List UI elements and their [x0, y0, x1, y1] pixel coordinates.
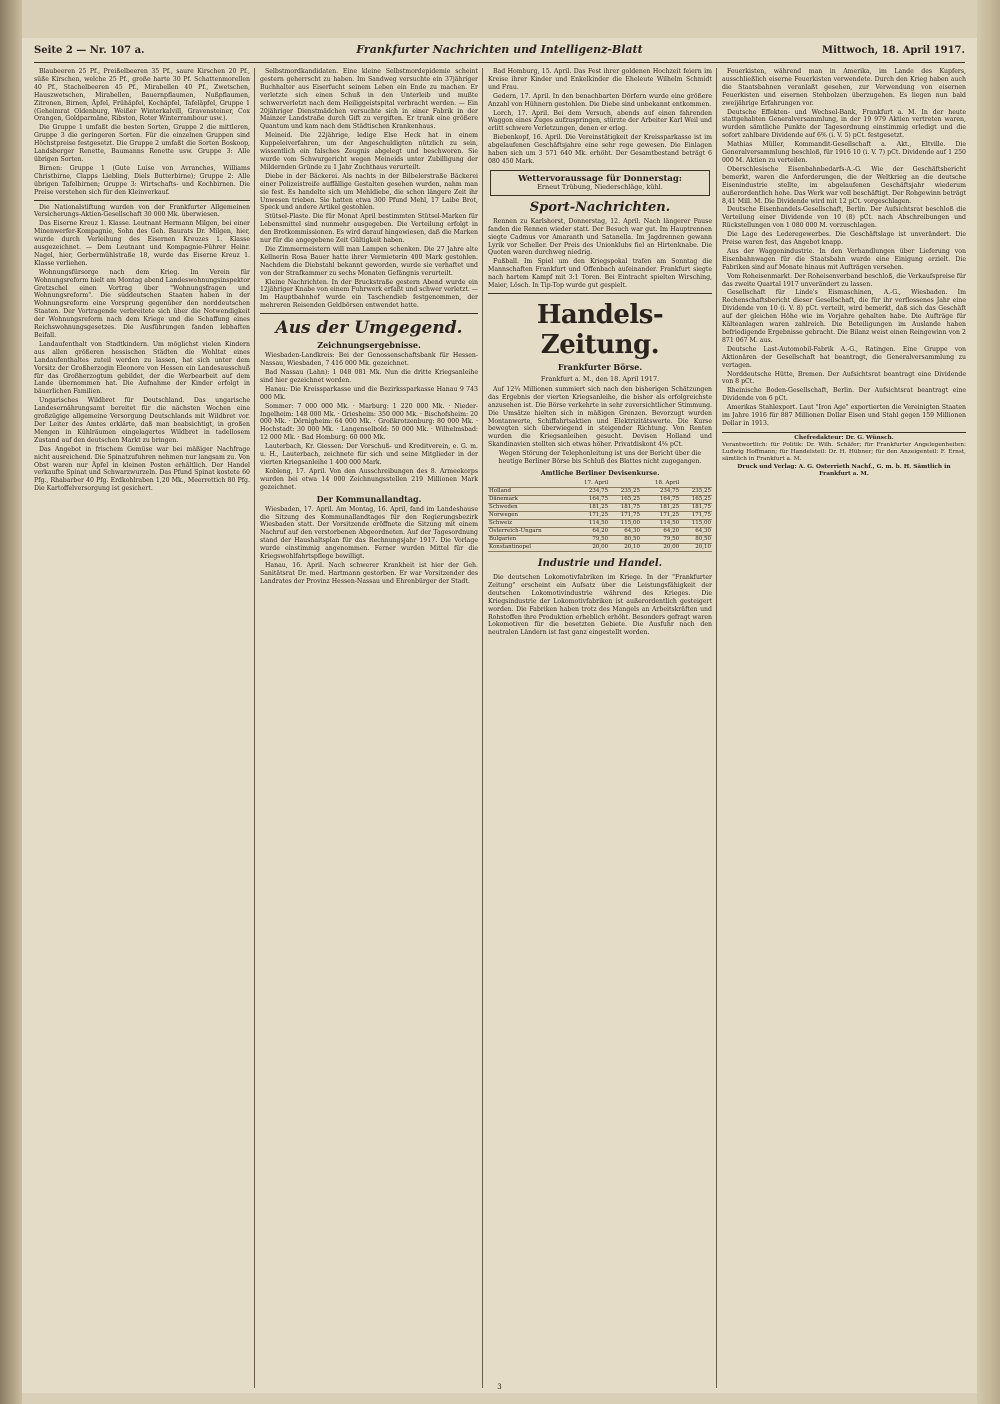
section-heading: Aus der Umgegend. — [275, 318, 463, 339]
newspaper-page — [22, 38, 977, 1393]
table-cell: Holland — [488, 488, 570, 496]
article-text: Deutsche Eisenhandels-Gesellschaft, Berlin. Der Aufsichtsrat beschloß die Verteilung einer Dividende von 10 (8) pCt. nach Abschreibungen und Rückstellungen von 1 080 000 M. vorzuschlagen. — [722, 206, 966, 230]
column-1 — [34, 68, 250, 1393]
article-text: Gedern, 17. April. In den benachbarten Dörfern wurde eine größere Anzahl von Hühnern gestohlen. Die Diebe sind unbekannt entkommen. — [488, 92, 712, 108]
divider — [488, 293, 712, 294]
article-text: Wiesbaden, 17. April. Am Montag, 16. April, fand im Landeshause die Sitzung des Kommunallandtages für den Regierungsbezirk Wiesbaden statt. Der Vorsitzende eröffnete die Sitzung mit einem Nachruf auf den verstorbenen Abgeordneten. Auf der Tagesordnung stand der Haushaltsplan für das Rechnungsjahr 1917. Die Vorlage wurde einstimmig angenommen. Ferner wurden Mittel für die Kriegswohlfahrtspflege bewilligt. — [260, 505, 478, 561]
table-cell: Norwegen — [488, 512, 570, 520]
column-rule — [716, 68, 717, 1388]
article-text: Deutsche Effekten- und Wechsel-Bank, Frankfurt a. M. In der heute stattgehabten Generalversammlung, in der 19 979 Aktien vertreten waren, wurden sämtliche Punkte der Tagesordnung einstimmig erledigt und die sofort zahlbare Dividende auf 6% (i. V. 5) pCt. festgesetzt. — [722, 108, 966, 140]
table-cell: 235,25 — [609, 488, 641, 496]
table-header-cell: 18. April — [641, 480, 680, 488]
article-text: Auf 12¾ Millionen summiert sich nach den bisherigen Schätzungen das Ergebnis der vierten Kriegsanleihe, die bisher als erfolgreichste anzusehen ist. Die Börse verkehrte in sehr zuversichtlicher Stimmung. Die Umsätze hielten sich in mäßigen Grenzen. Bevorzugt wurden Montanwerte, Schiffahrtsaktien und Elektrizitätswerte. Die Kurse bewegten sich überwiegend in steigender Richtung. Von Renten wurden die Kriegsanleihen gesucht. Devisen Holland und Skandinavien stellten sich etwas höher. Privatdiskont 4⅝ pCt. — [488, 385, 712, 449]
table-cell: 115,00 — [609, 520, 641, 528]
table-cell: 20,10 — [609, 544, 641, 552]
article-text: Kleine Nachrichten. In der Bruckstraße gestern Abend wurde ein 12jähriger Knabe von einem Fuhrwerk erfaßt und schwer verletzt. — Im Hauptbahnhof wurde ein Taschendieb festgenommen, der mehreren Reisenden Geldbörsen entwendet hatte. — [260, 278, 478, 310]
weather-forecast: Erneut Trübung, Niederschläge, kühl. — [537, 182, 663, 191]
article-text: Rennen zu Karlshorst, Donnerstag, 12. April. Nach längerer Pause fanden die Rennen wieder statt. Der Besuch war gut. Im Hauptrennen siegte Cadmus vor Amaranth und Satanella. Im Jagdrennen gewann Lyrik vor Scheller. Der Preis des Unionklubs fiel an Hirtenknabe. Die Quoten waren durchweg niedrig. — [488, 217, 712, 257]
page-edge — [977, 0, 1000, 1404]
page-header — [34, 42, 965, 63]
article-text: Meineid. Die 22jährige, ledige Else Heck hat in einem Kuppeleiverfahren, um der Angeschuldigten nützlich zu sein, wissentlich ein falsches Zeugnis abgelegt und beschworen. Sie wurde vom Schwurgericht wegen Meineids unter Zubilligung der Mildernden Gründe zu 1 Jahr Zuchthaus verurteilt. — [260, 132, 478, 171]
article-text: Biebenkopf, 16. April. Die Vereinstätigkeit der Kreissparkasse ist im abgelaufenen Geschäftsjahre eine sehr rege gewesen. Die Einlagen haben sich um 3 571 640 Mk. erhöht. Der Gesamtbestand beträgt 6 080 450 Mark. — [488, 134, 712, 165]
table-cell: 171,25 — [641, 512, 680, 520]
article-text: Die deutschen Lokomotivfabriken im Kriege. In der "Frankfurter Zeitung" erscheint ein Aufsatz über die Leistungsfähigkeit der deutschen Lokomotivindustrie während des Krieges. Die Kriegsindustrie der Lokomotivfabriken ist außerordentlich gesteigert worden. Die Fabriken haben trotz des Mangels an Arbeitskräften und Rohstoffen ihre Produktion erheblich erhöht. Besonders gefragt waren Lokomotiven für die besetzten Gebiete. Die Ausfuhr nach den neutralen Ländern ist fast ganz eingestellt worden. — [488, 574, 712, 637]
divider — [260, 313, 478, 314]
article-text: Das Eiserne Kreuz 1. Klasse. Leutnant Hermann Milgen, bei einer Minenwerfer-Kompagnie, Sohn des Geh. Baurats Dr. Milgen, hier, wurde durch Verleihung des Eisernen Kreuzes 1. Klasse ausgezeichnet. — Dem Leutnant und Kompagnie-Führer Heinr. Nagel, hier, Gerbermühlstraße 18, wurde das Eiserne Kreuz 1. Klasse verliehen. — [34, 220, 250, 267]
table-cell: 80,50 — [609, 536, 641, 544]
table-cell: 114,50 — [570, 520, 609, 528]
table-cell: 171,75 — [680, 512, 712, 520]
article-text: Kobleng, 17. April. Von den Ausschreibungen des 8. Armeekorps wurden bei etwa 14 000 Zeichnungsstellen 219 Millionen Mark gezeichnet. — [260, 467, 478, 491]
table-cell: 165,25 — [680, 496, 712, 504]
table-header-cell — [609, 480, 641, 488]
article-text: Bad Nassau (Lahn): 1 048 081 Mk. Nun die dritte Kriegsanleihe sind hier gezeichnet worden. — [260, 369, 478, 384]
article-text: Wegen Störung der Telephonleitung ist uns der Bericht über die heutige Berliner Börse bis Schluß des Blattes nicht zugegangen. — [498, 450, 702, 466]
table-row — [488, 536, 712, 544]
article-text: Wiesbaden-Landkreis: Bei der Genossenschaftsbank für Hessen-Nassau, Wiesbaden, 7 416 000 Mk. gezeichnet. — [260, 352, 478, 368]
table-cell: Dänemark — [488, 496, 570, 504]
table-row — [488, 496, 712, 504]
column-rule — [254, 68, 255, 1388]
table-cell: 164,75 — [641, 496, 680, 504]
article-text: Fußball. Im Spiel um den Kriegspokal trafen am Sonntag die Mannschaften Frankfurt und Offenbach aufeinander. Frankfurt siegte nach hartem Kampf mit 3:1 Toren. Bei Eintracht spielten Wirsching, Maier, Lösch. In Tip-Top wurde gut gespielt. — [488, 258, 712, 290]
article-text: Hanau, 16. April. Nach schwerer Krankheit ist hier der Geh. Sanitätsrat Dr. med. Hartmann gestorben. Er war Vorsitzender des Landrates der Provinz Hessen-Nassau und Ehrenbürger der Stadt. — [260, 561, 478, 585]
imprint-heading: Chefredakteur: Dr. G. Wünsch. — [794, 434, 894, 441]
header-date: Mittwoch, 18. April 1917. — [822, 45, 965, 56]
table-cell: 64,20 — [570, 528, 609, 536]
subheading: Der Kommunallandtag. — [316, 493, 422, 504]
handels-zeitung-heading: Handels-Zeitung. — [536, 299, 664, 360]
section-heading: Sport-Nachrichten. — [529, 199, 671, 215]
table-cell: Österreich-Ungarn — [488, 528, 570, 536]
subheading: Zeichnungsergebnisse. — [317, 340, 421, 351]
article-text: Bad Homburg, 15. April. Das Fest ihrer goldenen Hochzeit feiern im Kreise ihrer Kinder und Enkelkinder die Eheleute Wilhelm Schmidt und Frau. — [488, 68, 712, 91]
weather-title: Wettervoraussage für Donnerstag: — [517, 173, 683, 184]
table-header-cell — [680, 480, 712, 488]
section-heading: Industrie und Handel. — [537, 558, 663, 569]
table-cell: 80,50 — [680, 536, 712, 544]
table-cell: 171,25 — [570, 512, 609, 520]
article-text: Deutsche Last-Automobil-Fabrik A.-G., Ratingen. Eine Gruppe von Aktionären der Gesellschaft hat beantragt, die Generalversammlung zu vertagen. — [722, 345, 966, 369]
table-row — [488, 520, 712, 528]
table-cell: 171,75 — [609, 512, 641, 520]
article-text: Mathias Müller, Kommandit-Gesellschaft a. Akt., Eltville. Die Generalversammlung beschloß, für 1916 10 (i. V. 7) pCt. Dividende auf 1 250 000 M. Aktien zu verteilen. — [722, 141, 966, 164]
article-text: Lauterbach, Kr. Giessen: Der Vorschuß- und Kreditverein, e. G. m. u. H., Lauterbach, zeichnete für sich und seine Mitglieder in der vierten Kriegsanleihe 1 400 000 Mark. — [260, 443, 478, 466]
table-cell: 234,75 — [570, 488, 609, 496]
table-cell: 181,25 — [641, 504, 680, 512]
table-cell: Bulgarien — [488, 536, 570, 544]
header-page-info: Seite 2 — Nr. 107 a. — [34, 45, 145, 56]
imprint-text: Verantwortlich: für Politik: Dr. Wilh. Schäfer; für Frankfurter Angelegenheiten: Ludwig Hoffmann; für Handelsteil: Dr. H. Hübner; für den Anzeigenteil: F. Ernst, sämtlich in Frankfurt a. M. — [722, 442, 966, 463]
header-masthead: Frankfurter Nachrichten und Intelligenz-Blatt — [356, 43, 643, 56]
table-title: Amtliche Berliner Devisenkurse. — [540, 469, 660, 477]
table-cell: 64,20 — [641, 528, 680, 536]
table-cell: 64,30 — [680, 528, 712, 536]
article-text: Birnen: Gruppe 1 (Gute Luise von Avranches, Williams Christbirne, Clapps Liebling, Diels Butterbirne); Gruppe 2: Alle übrigen Tafelbirnen; Gruppe 3: Wirtschafts- und Kochbirnen. Die Preise verstehen sich für den Kleinverkauf. — [34, 164, 250, 196]
article-text: Vom Roheisenmarkt. Der Roheisenverband beschloß, die Verkaufspreise für das zweite Quartal 1917 unverändert zu lassen. — [722, 272, 966, 288]
imprint-publisher: Druck und Verlag: A. G. Osterrieth Nachf., G. m. b. H. Sämtlich in Frankfurt a. M. — [737, 463, 951, 477]
table-cell: 164,75 — [570, 496, 609, 504]
article-text: Norddeutsche Hütte, Bremen. Der Aufsichtsrat beantragt eine Dividende von 8 pCt. — [722, 370, 966, 386]
subheading: Frankfurter Börse. — [557, 361, 643, 372]
table-cell: 181,75 — [609, 504, 641, 512]
table-cell: Schweden — [488, 504, 570, 512]
table-cell: 64,30 — [609, 528, 641, 536]
table-cell: 20,00 — [641, 544, 680, 552]
table-row — [488, 504, 712, 512]
article-text: Feuerkisten, während man in Amerika, im Lande des Kupfers, ausschließlich eiserne Feuerkisten verwendete. Durch den Krieg haben auch die Staatsbahnen veranlaßt gesehen, zur Verwendung von eisernen Feuerkisten und eisernen Stehbolzen überzugehen. Es liegen nun bald zweijährige Erfahrungen vor. — [722, 68, 966, 107]
table-cell: 234,75 — [641, 488, 680, 496]
article-text: Hanau: Die Kreissparkasse und die Bezirkssparkasse Hanau 9 743 000 Mk. — [260, 385, 478, 401]
book-spine — [0, 0, 22, 1404]
table-cell: 20,00 — [570, 544, 609, 552]
column-rule — [482, 68, 483, 1388]
table-cell: 79,50 — [570, 536, 609, 544]
article-text: Die Zimmermeistern will man Lampen schenken. Die 27 Jahre alte Kellnerin Rosa Bauer hatte ihrer Vermieterin 400 Mark gestohlen. Nachdem die Diebstahl bekannt geworden, wurde sie verhaftet und von der Strafkammer zu sechs Monaten Gefängnis verurteilt. — [260, 245, 478, 277]
table-cell: 181,25 — [570, 504, 609, 512]
article-text: Amerikas Stahlexport. Laut "Iron Age" exportierten die Vereinigten Staaten im Jahre 1916 für 887 Millionen Dollar Eisen und Stahl gegen 159 Millionen Dollar in 1913. — [722, 404, 966, 427]
article-text: Stütsel-Plaste. Die für Monat April bestimmten Stütsel-Marken für Lebensmittel sind nunmehr ausgegeben. Die Verteilung erfolgt in den Brotkommissionen. Es wird darauf hingewiesen, daß die Marken nur für die angegebene Zeit Gültigkeit haben. — [260, 213, 478, 245]
page-number: 3 — [497, 1383, 502, 1391]
table-header-cell: 17. April — [570, 480, 609, 488]
column-3 — [488, 68, 712, 1393]
weather-box — [490, 170, 710, 196]
article-text: Sommer: 7 000 000 Mk. · Marburg: 1 220 000 Mk. · Nieder-Ingelheim: 148 000 Mk. · Griesheim: 350 000 Mk. · Bischofsheim: 20 000 Mk. · Dörnigheim: 64 000 Mk. · Großkrotzenburg: 80 000 Mk. · Hochstadt: 30 000 Mk. · Langenselbold: 50 000 Mk. · Wilhelmsbad: 12 000 Mk. · Bad Homburg: 60 000 Mk. — [260, 402, 478, 442]
column-2 — [260, 68, 478, 1393]
article-text: Die Nationalstiftung wurden von der Frankfurter Allgemeinen Versicherungs-Aktien-Gesellschaft 30 000 Mk. überwiesen. — [34, 203, 250, 219]
table-cell: 165,25 — [609, 496, 641, 504]
article-text: Rheinische Boden-Gesellschaft, Berlin. Der Aufsichtsrat beantragt eine Dividende von 6 pCt. — [722, 387, 966, 403]
article-text: Ungarisches Wildbret für Deutschland. Das ungarische Landesernährungsamt bereitet für die nächsten Wochen eine großzügige allgemeine Versorgung Deutschlands mit Wildbret vor. Der Leiter des Amtes erklärte, daß man beabsichtigt, in großen Mengen in Kühlräumen eingelagertes Wildbret in tadellosem Zustand auf den deutschen Markt zu bringen. — [34, 397, 250, 444]
table-cell: 115,00 — [680, 520, 712, 528]
article-text: Landaufenthalt von Stadtkindern. Um möglichst vielen Kindern aus allen größeren hessischen Städten die Wohltat eines Landaufenthaltes zuteil werden zu lassen, hat sich unter dem Vorsitz der Großherzogin Eleonore von Hessen ein Landesausschuß für das Großherzogtum gebildet, der die Werbearbeit auf dem Lande übernommen hat. Die Aufnahme der Kinder erfolgt in bäuerlichen Familien. — [34, 340, 250, 396]
divider — [34, 200, 250, 201]
table-row — [488, 488, 712, 496]
table-header-row — [488, 480, 712, 488]
table-row — [488, 528, 712, 536]
article-text: Oberschlesische Eisenbahnbedarfs-A.-G. Wie der Geschäftsbericht bemerkt, waren die Anforderungen, die der Weltkrieg an die deutsche Eisenindustrie stellte, im abgelaufenen Geschäftsjahr wiederum außerordentlich hohe. Das Werk war voll beschäftigt. Der Rohgewinn beträgt 8,41 Mill. M. Die Dividende wird mit 12 pCt. vorgeschlagen. — [722, 165, 966, 205]
article-text: Gesellschaft für Linde's Eismaschinen, A.-G., Wiesbaden. Im Rechenschaftsbericht dieser Gesellschaft, die für ihr verflossenes Jahr eine Dividende von 10 (i. V. 8) pCt. verteilt, wird bemerkt, daß sich das Geschäft auf der gleichen Höhe wie im Vorjahre gehalten habe. Die Aufträge für Kälteanlagen waren zahlreich. Die Beteiligungen im Auslande haben befriedigende Ergebnisse gebracht. Die Bilanz weist einen Reingewinn von 2 871 067 M. aus. — [722, 289, 966, 344]
column-4 — [722, 68, 966, 1393]
table-cell: 235,25 — [680, 488, 712, 496]
currency-table — [488, 480, 712, 552]
imprint — [722, 432, 966, 478]
table-cell: 114,50 — [641, 520, 680, 528]
dateline: Frankfurt a. M., den 18. April 1917. — [540, 374, 660, 383]
table-cell: Schweiz — [488, 520, 570, 528]
article-text: Wohnungsfürsorge nach dem Krieg. Im Verein für Wohnungsreform hielt am Montag abend Landeswohnungsinspektor Gretzschel einen Vortrag über "Wohnungsfragen und Wohnungsreform". Die süddeutschen Staaten haben in der Wohnungsreform eine Vorsprung gegenüber den norddeutschen Staaten. Der Vortragende verbreitete sich über die Notwendigkeit der Wohnungsreform nach dem Kriege und die Schaffung eines Reichswohnungsgesetzes. Die Ausführungen fanden lebhaften Beifall. — [34, 268, 250, 339]
article-text: Die Gruppe 1 umfaßt die besten Sorten, Gruppe 2 die mittleren, Gruppe 3 die geringeren Sorten. Für die einzelnen Gruppen sind Höchstpreise festgesetzt. Die Gruppe 2 umfaßt die Sorten Boskoop, Landsberger Renette, Baumanns Renette usw. Gruppe 3: Alle übrigen Sorten. — [34, 124, 250, 163]
article-text: Aus der Waggonindustrie. In den Verhandlungen über Lieferung von Eisenbahnwagen für die Staatsbahn wurde eine Einigung erzielt. Die Fabriken sind auf Monate hinaus mit Aufträgen versehen. — [722, 247, 966, 271]
article-text: Lorch, 17. April. Bei dem Versuch, abends auf einen fahrenden Waggon eines Zuges aufzuspringen, stürzte der Arbeiter Karl Weil und erlitt schwere Verletzungen, denen er erlag. — [488, 109, 712, 133]
table-cell: 181,75 — [680, 504, 712, 512]
article-text: Selbstmordkandidaten. Eine kleine Selbstmordepidemie scheint gestern geherrscht zu haben. Im Sandweg versuchte ein 37jähriger Buchhalter aus Eiserfucht seinem Leben ein Ende zu machen. Er verletzte sich einen Schuß in den Unterleib und mußte schwerverletzt nach dem Heiliggeistspital verbracht werden. — Ein 20jähriger Dienstmädchen versuchte sich in einer Fabrik in der Mainzer Landstraße durch Gift zu vergiften. Er trank eine größere Quantum und kam nach dem Städtischen Krankenhaus. — [260, 68, 478, 131]
table-cell: 79,50 — [641, 536, 680, 544]
table-cell: 20,10 — [680, 544, 712, 552]
article-text: Diebe in der Bäckerei. Als nachts in der Bilbelerstraße Bäckerei einer Polizeistreife auffällige Gestalten gesehen wurden, nahm man sie fest. Es handelte sich um Mehldiebe, die schon längere Zeit ihr Unwesen trieben. Sie hatten etwa 300 Pfund Mehl, 17 Laibe Brot, Speck und andere Artikel gestohlen. — [260, 172, 478, 212]
article-text: Die Lage des Lederegewerbes. Die Geschäftslage ist unverändert. Die Preise waren fest, das Angebot knapp. — [722, 231, 966, 247]
table-row — [488, 512, 712, 520]
article-text: Das Angebot in frischem Gemüse war bei mäßiger Nachfrage nicht ausreichend. Die Spinatzufuhren nehmen nur langsam zu. Von Obst waren nur Äpfel in kleinen Posten erhältlich. Der Handel verkaufte Spinat und Schwarzwurzeln. Das Pfund Spinat kostete 60 Pfg., Rhabarber 40 Pfg. Erdkohlraben 1,20 Mk., Meerrettich 80 Pfg. Die Kartoffelversorgung ist gesichert. — [34, 445, 250, 493]
article-text: Blaubeeren 25 Pf., Preißelbeeren 35 Pf., saure Kirschen 20 Pf., süße Kirschen, welche 25 Pf., große harte 30 Pf. Schattenmorellen 40 Pf., Stachelbeeren 45 Pf., Mirabellen 40 Pf., Zwetschen, Hauszwetschen, Mirabellen, Bauernpflaumen, Nußpflaumen, Zitronen, Birnen, Äpfel, Frühäpfel, Kochäpfel, Tafeläpfel, Gruppe 1 (Geheimrat Oldenburg, Weißer Winterkalvill, Gravensteiner, Cox Orangen, Goldparmäne, Ribston, Roter Winterrambour usw.). — [34, 68, 250, 123]
table-header-cell — [488, 480, 570, 488]
table-cell: Konstantinopel — [488, 544, 570, 552]
table-row — [488, 544, 712, 552]
